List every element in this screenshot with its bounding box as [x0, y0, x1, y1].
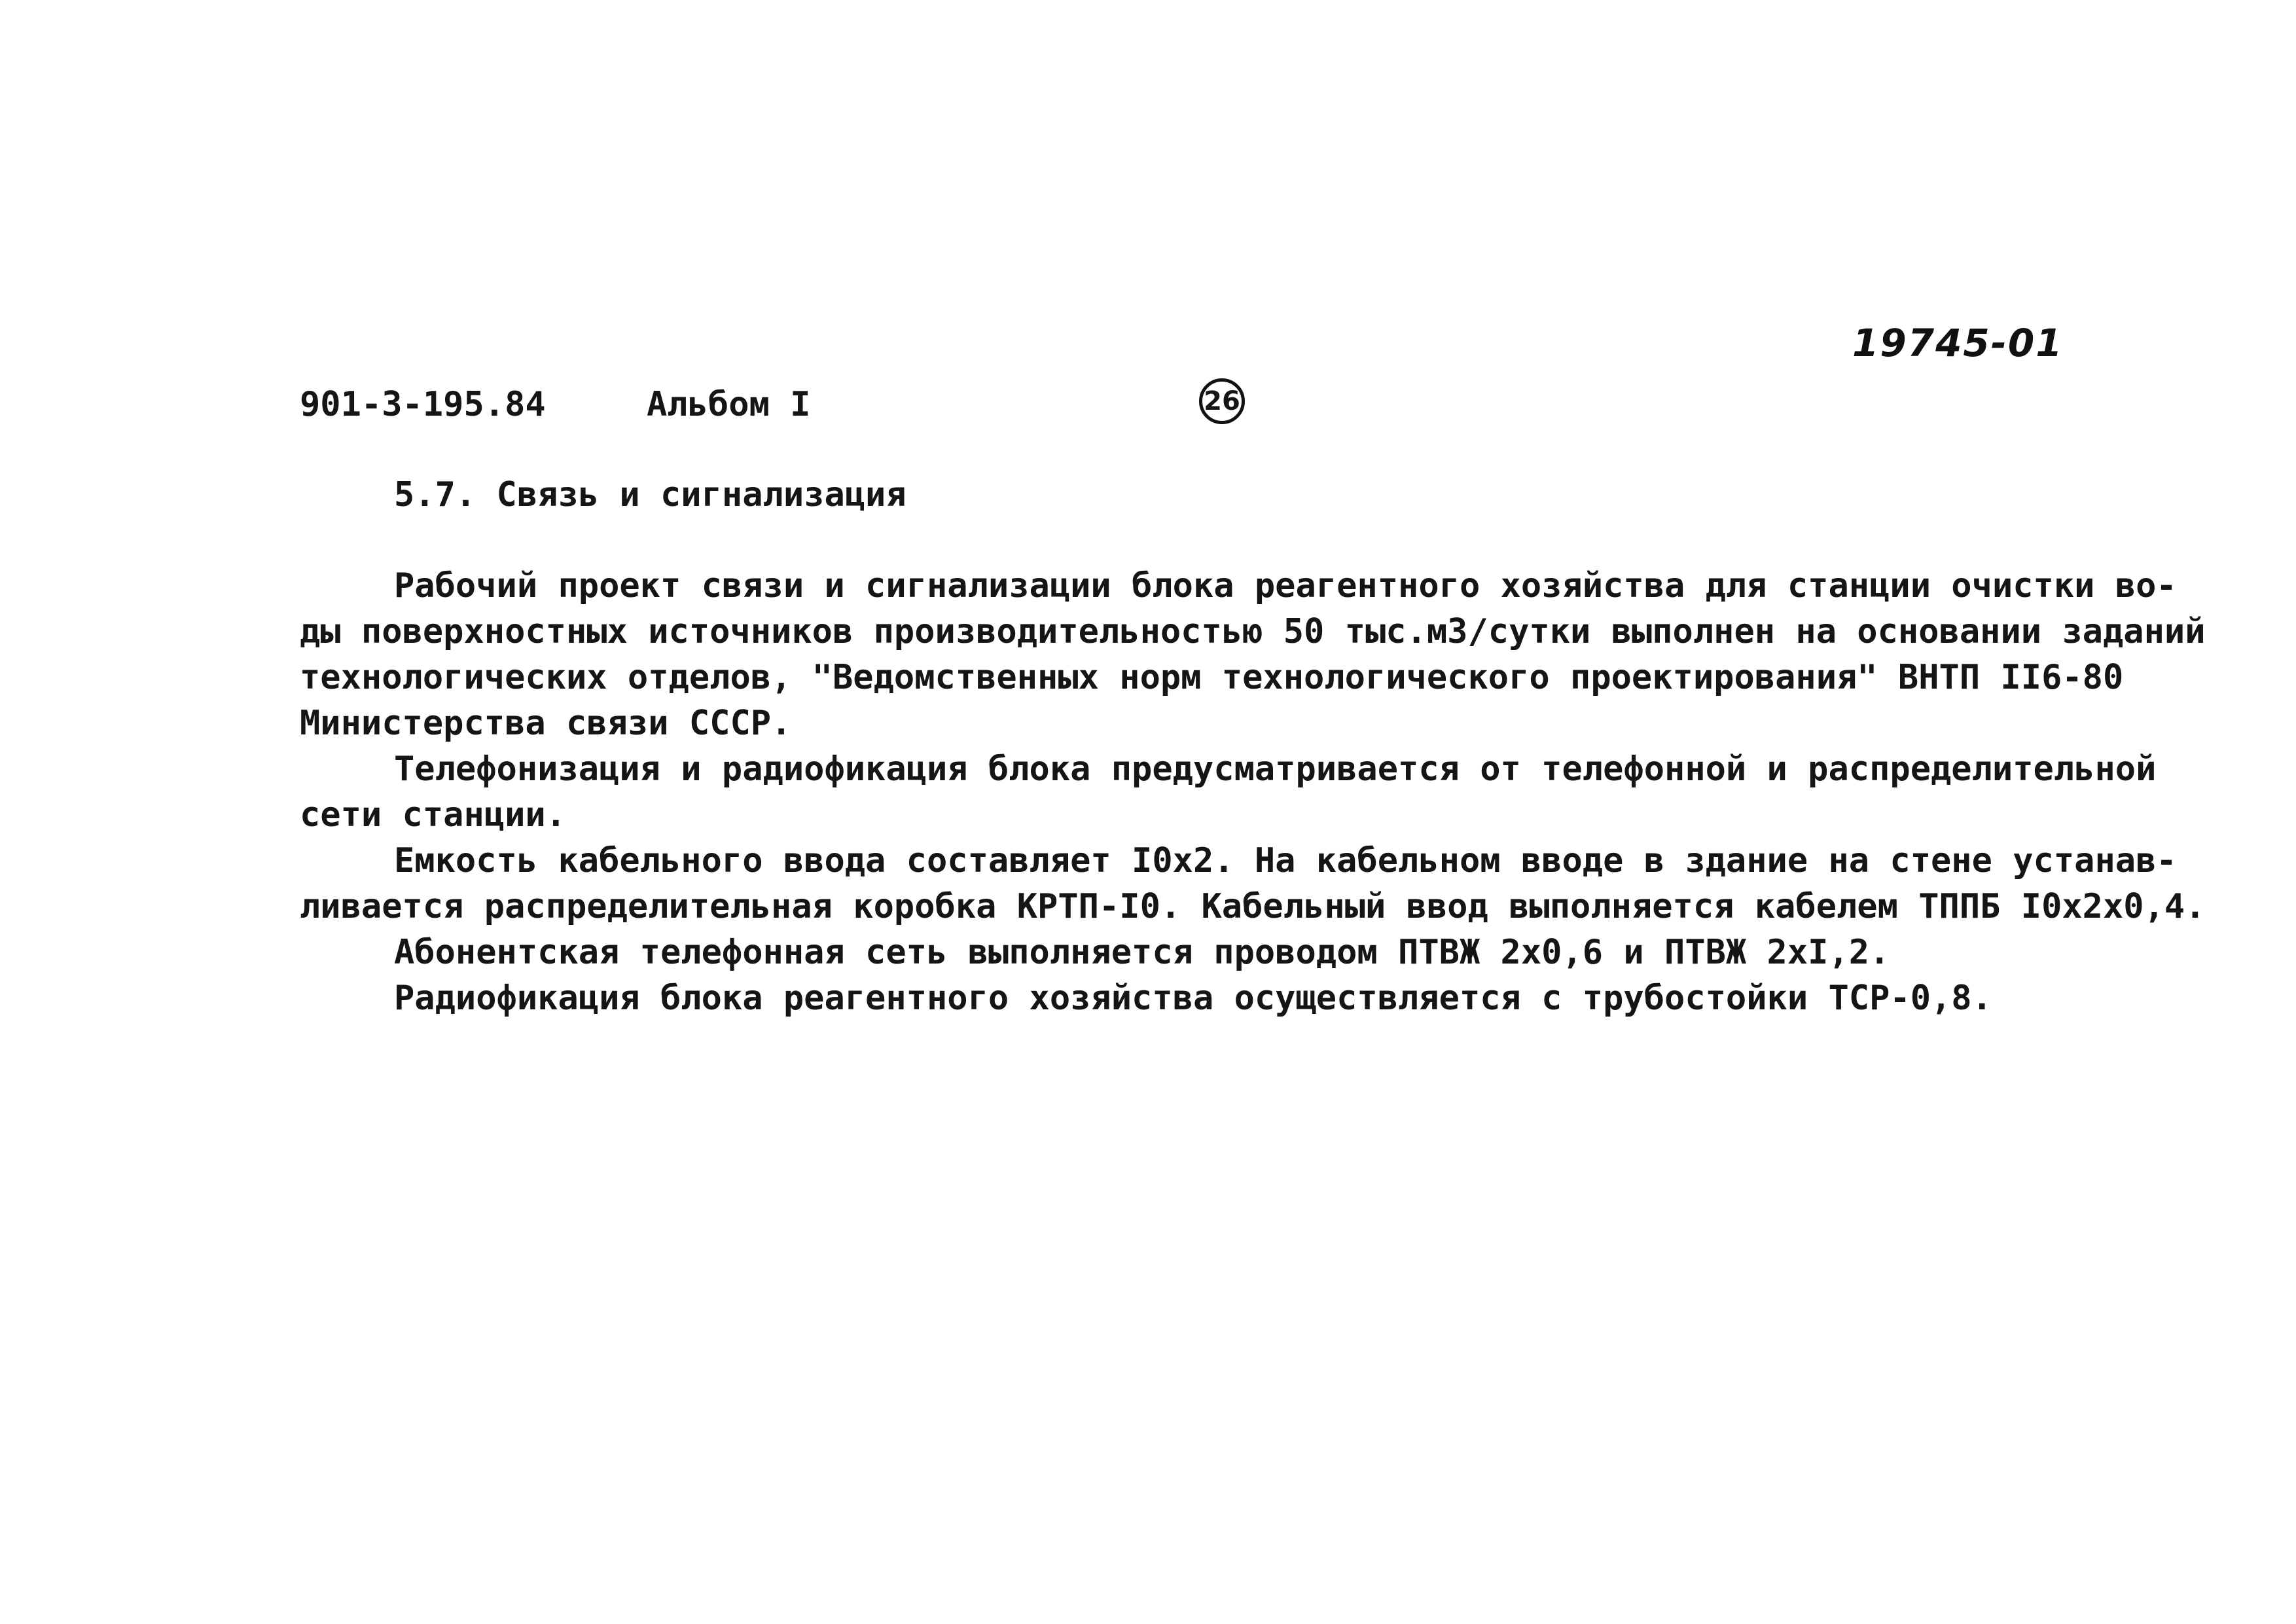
paragraph-line: ды поверхностных источников производительностью 50 тыс.м3/сутки выполнен на основании заданий: [300, 612, 2206, 651]
paragraph-line: Радиофикация блока реагентного хозяйства осуществляется с трубостойки ТСР-0,8.: [394, 979, 1992, 1018]
section-title: 5.7. Связь и сигнализация: [394, 475, 906, 514]
paragraph-line: Рабочий проект связи и сигнализации блока реагентного хозяйства для станции очистки во-: [394, 566, 2177, 605]
page-number: 26: [1199, 378, 1245, 424]
paragraph-line: Емкость кабельного ввода составляет I0х2. На кабельном вводе в здание на стене устанав-: [394, 841, 2177, 880]
paragraph-line: Министерства связи СССР.: [300, 704, 792, 743]
paragraph-line: ливается распределительная коробка КРТП-I0. Кабельный ввод выполняется кабелем ТППБ I0х2х0,4.: [300, 887, 2206, 926]
body-text: [300, 563, 2206, 1021]
paragraph-line: технологических отделов, "Ведомственных норм технологического проектирования" ВНТП II6-80: [300, 658, 2124, 697]
album-label: Альбом I: [647, 385, 811, 424]
archive-stamp-number: 19745-01: [1852, 321, 2064, 365]
document-code: 901-3-195.84: [300, 385, 546, 424]
paragraph-line: Телефонизация и радиофикация блока предусматривается от телефонной и распределительной: [394, 749, 2157, 789]
paragraph-line: сети станции.: [300, 795, 566, 835]
paragraph-line: Абонентская телефонная сеть выполняется проводом ПТВЖ 2х0,6 и ПТВЖ 2хI,2.: [394, 933, 1890, 972]
